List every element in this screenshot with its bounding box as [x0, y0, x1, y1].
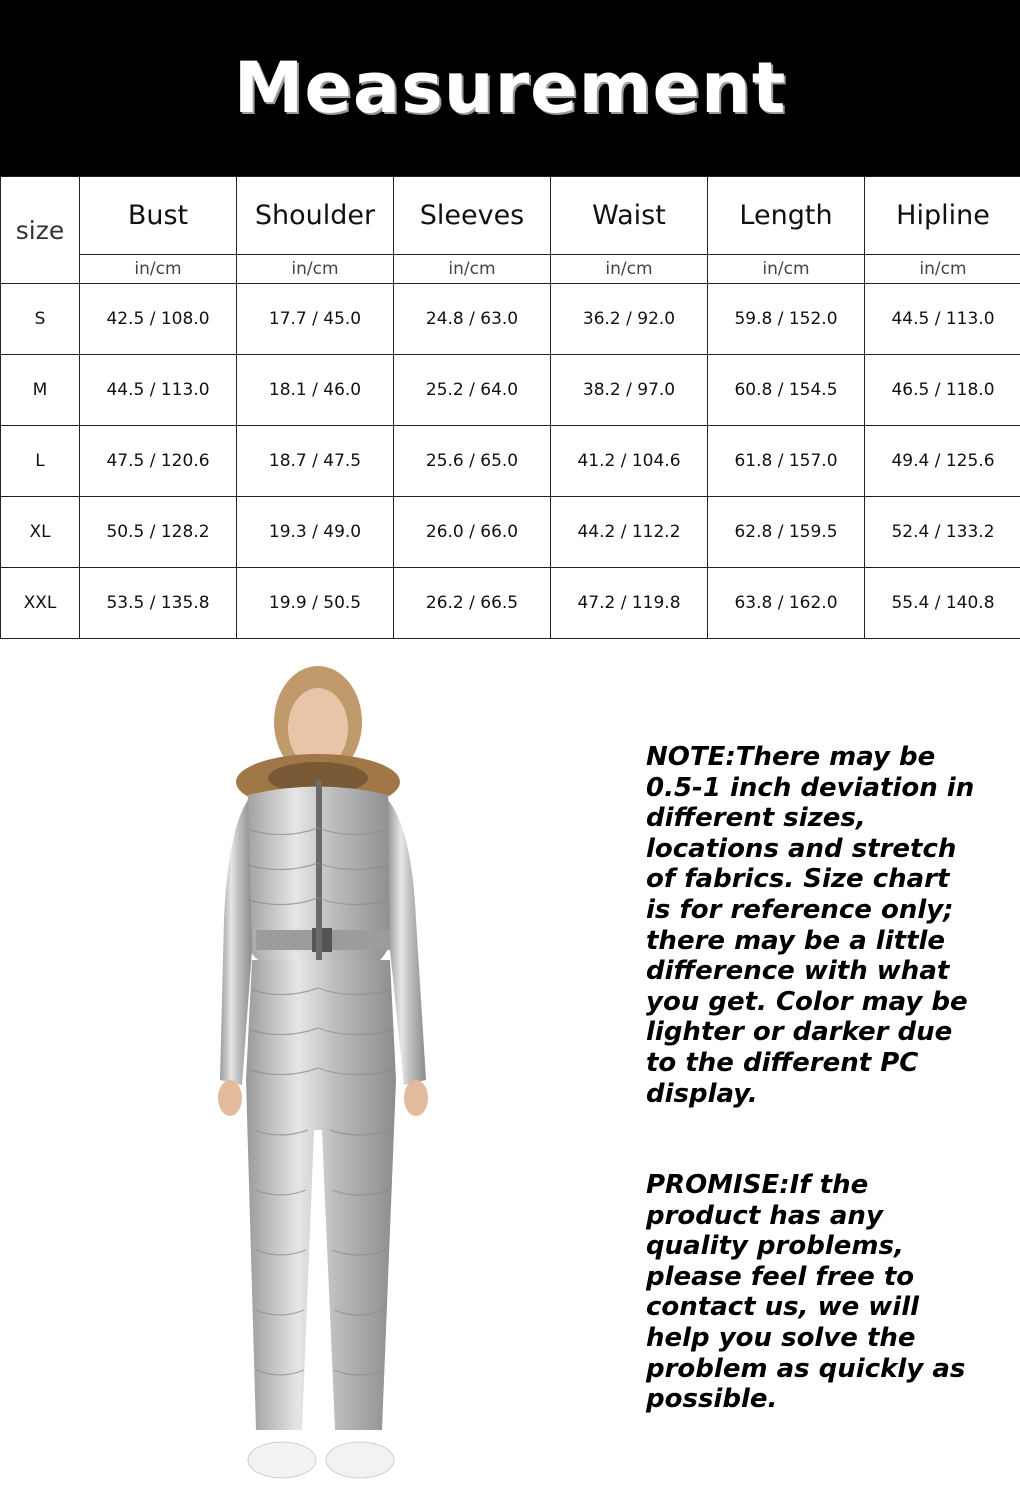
table-cell: 42.5 / 108.0	[80, 284, 237, 355]
table-cell: 38.2 / 97.0	[551, 355, 708, 426]
note-text: NOTE:There may be 0.5-1 inch deviation in different sizes, locations and stretch of fabrics. Size chart is for reference only; there may be a little difference with what you get. Color may be lighter or darker due to the different PC display.	[646, 742, 975, 1109]
table-cell: 47.2 / 119.8	[551, 568, 708, 639]
unit-row	[1, 255, 1020, 284]
table-cell: 17.7 / 45.0	[237, 284, 394, 355]
unit-label: in/cm	[708, 255, 865, 284]
table-cell: 62.8 / 159.5	[708, 497, 865, 568]
table-cell: 44.2 / 112.2	[551, 497, 708, 568]
table-row	[1, 426, 1020, 497]
table-cell: 46.5 / 118.0	[865, 355, 1020, 426]
table-cell: 63.8 / 162.0	[708, 568, 865, 639]
column-header-sleeves: Sleeves	[394, 177, 551, 255]
table-cell: 59.8 / 152.0	[708, 284, 865, 355]
unit-label: in/cm	[237, 255, 394, 284]
table-row	[1, 497, 1020, 568]
table-cell: 44.5 / 113.0	[80, 355, 237, 426]
table-cell: 25.6 / 65.0	[394, 426, 551, 497]
title-banner	[0, 0, 1020, 176]
size-column-header: size	[1, 177, 80, 284]
column-header-shoulder: Shoulder	[237, 177, 394, 255]
size-label: L	[1, 426, 80, 497]
table-cell: 18.1 / 46.0	[237, 355, 394, 426]
table-row	[1, 568, 1020, 639]
table-cell: 24.8 / 63.0	[394, 284, 551, 355]
table-cell: 18.7 / 47.5	[237, 426, 394, 497]
table-cell: 26.2 / 66.5	[394, 568, 551, 639]
table-cell: 25.2 / 64.0	[394, 355, 551, 426]
unit-label: in/cm	[551, 255, 708, 284]
unit-label: in/cm	[80, 255, 237, 284]
table-cell: 36.2 / 92.0	[551, 284, 708, 355]
table-row	[1, 284, 1020, 355]
table-cell: 53.5 / 135.8	[80, 568, 237, 639]
unit-label: in/cm	[865, 255, 1020, 284]
table-cell: 44.5 / 113.0	[865, 284, 1020, 355]
model-photo	[190, 660, 460, 1495]
page-title: Measurement	[233, 47, 787, 129]
size-label: S	[1, 284, 80, 355]
table-cell: 60.8 / 154.5	[708, 355, 865, 426]
table-cell: 49.4 / 125.6	[865, 426, 1020, 497]
column-header-length: Length	[708, 177, 865, 255]
table-header-row	[1, 177, 1020, 255]
column-header-bust: Bust	[80, 177, 237, 255]
table-cell: 52.4 / 133.2	[865, 497, 1020, 568]
table-cell: 61.8 / 157.0	[708, 426, 865, 497]
table-cell: 55.4 / 140.8	[865, 568, 1020, 639]
table-cell: 41.2 / 104.6	[551, 426, 708, 497]
table-cell: 19.3 / 49.0	[237, 497, 394, 568]
column-header-waist: Waist	[551, 177, 708, 255]
column-header-hipline: Hipline	[865, 177, 1020, 255]
table-cell: 47.5 / 120.6	[80, 426, 237, 497]
promise-text: PROMISE:If the product has any quality problems, please feel free to contact us, we will help you solve the problem as quickly as possible.	[646, 1170, 966, 1415]
size-label: XL	[1, 497, 80, 568]
table-row	[1, 355, 1020, 426]
unit-label: in/cm	[394, 255, 551, 284]
table-cell: 50.5 / 128.2	[80, 497, 237, 568]
model-in-silver-jumpsuit-illustration	[190, 660, 460, 1495]
table-cell: 26.0 / 66.0	[394, 497, 551, 568]
size-chart-table	[0, 176, 1020, 639]
size-label: XXL	[1, 568, 80, 639]
table-cell: 19.9 / 50.5	[237, 568, 394, 639]
size-label: M	[1, 355, 80, 426]
